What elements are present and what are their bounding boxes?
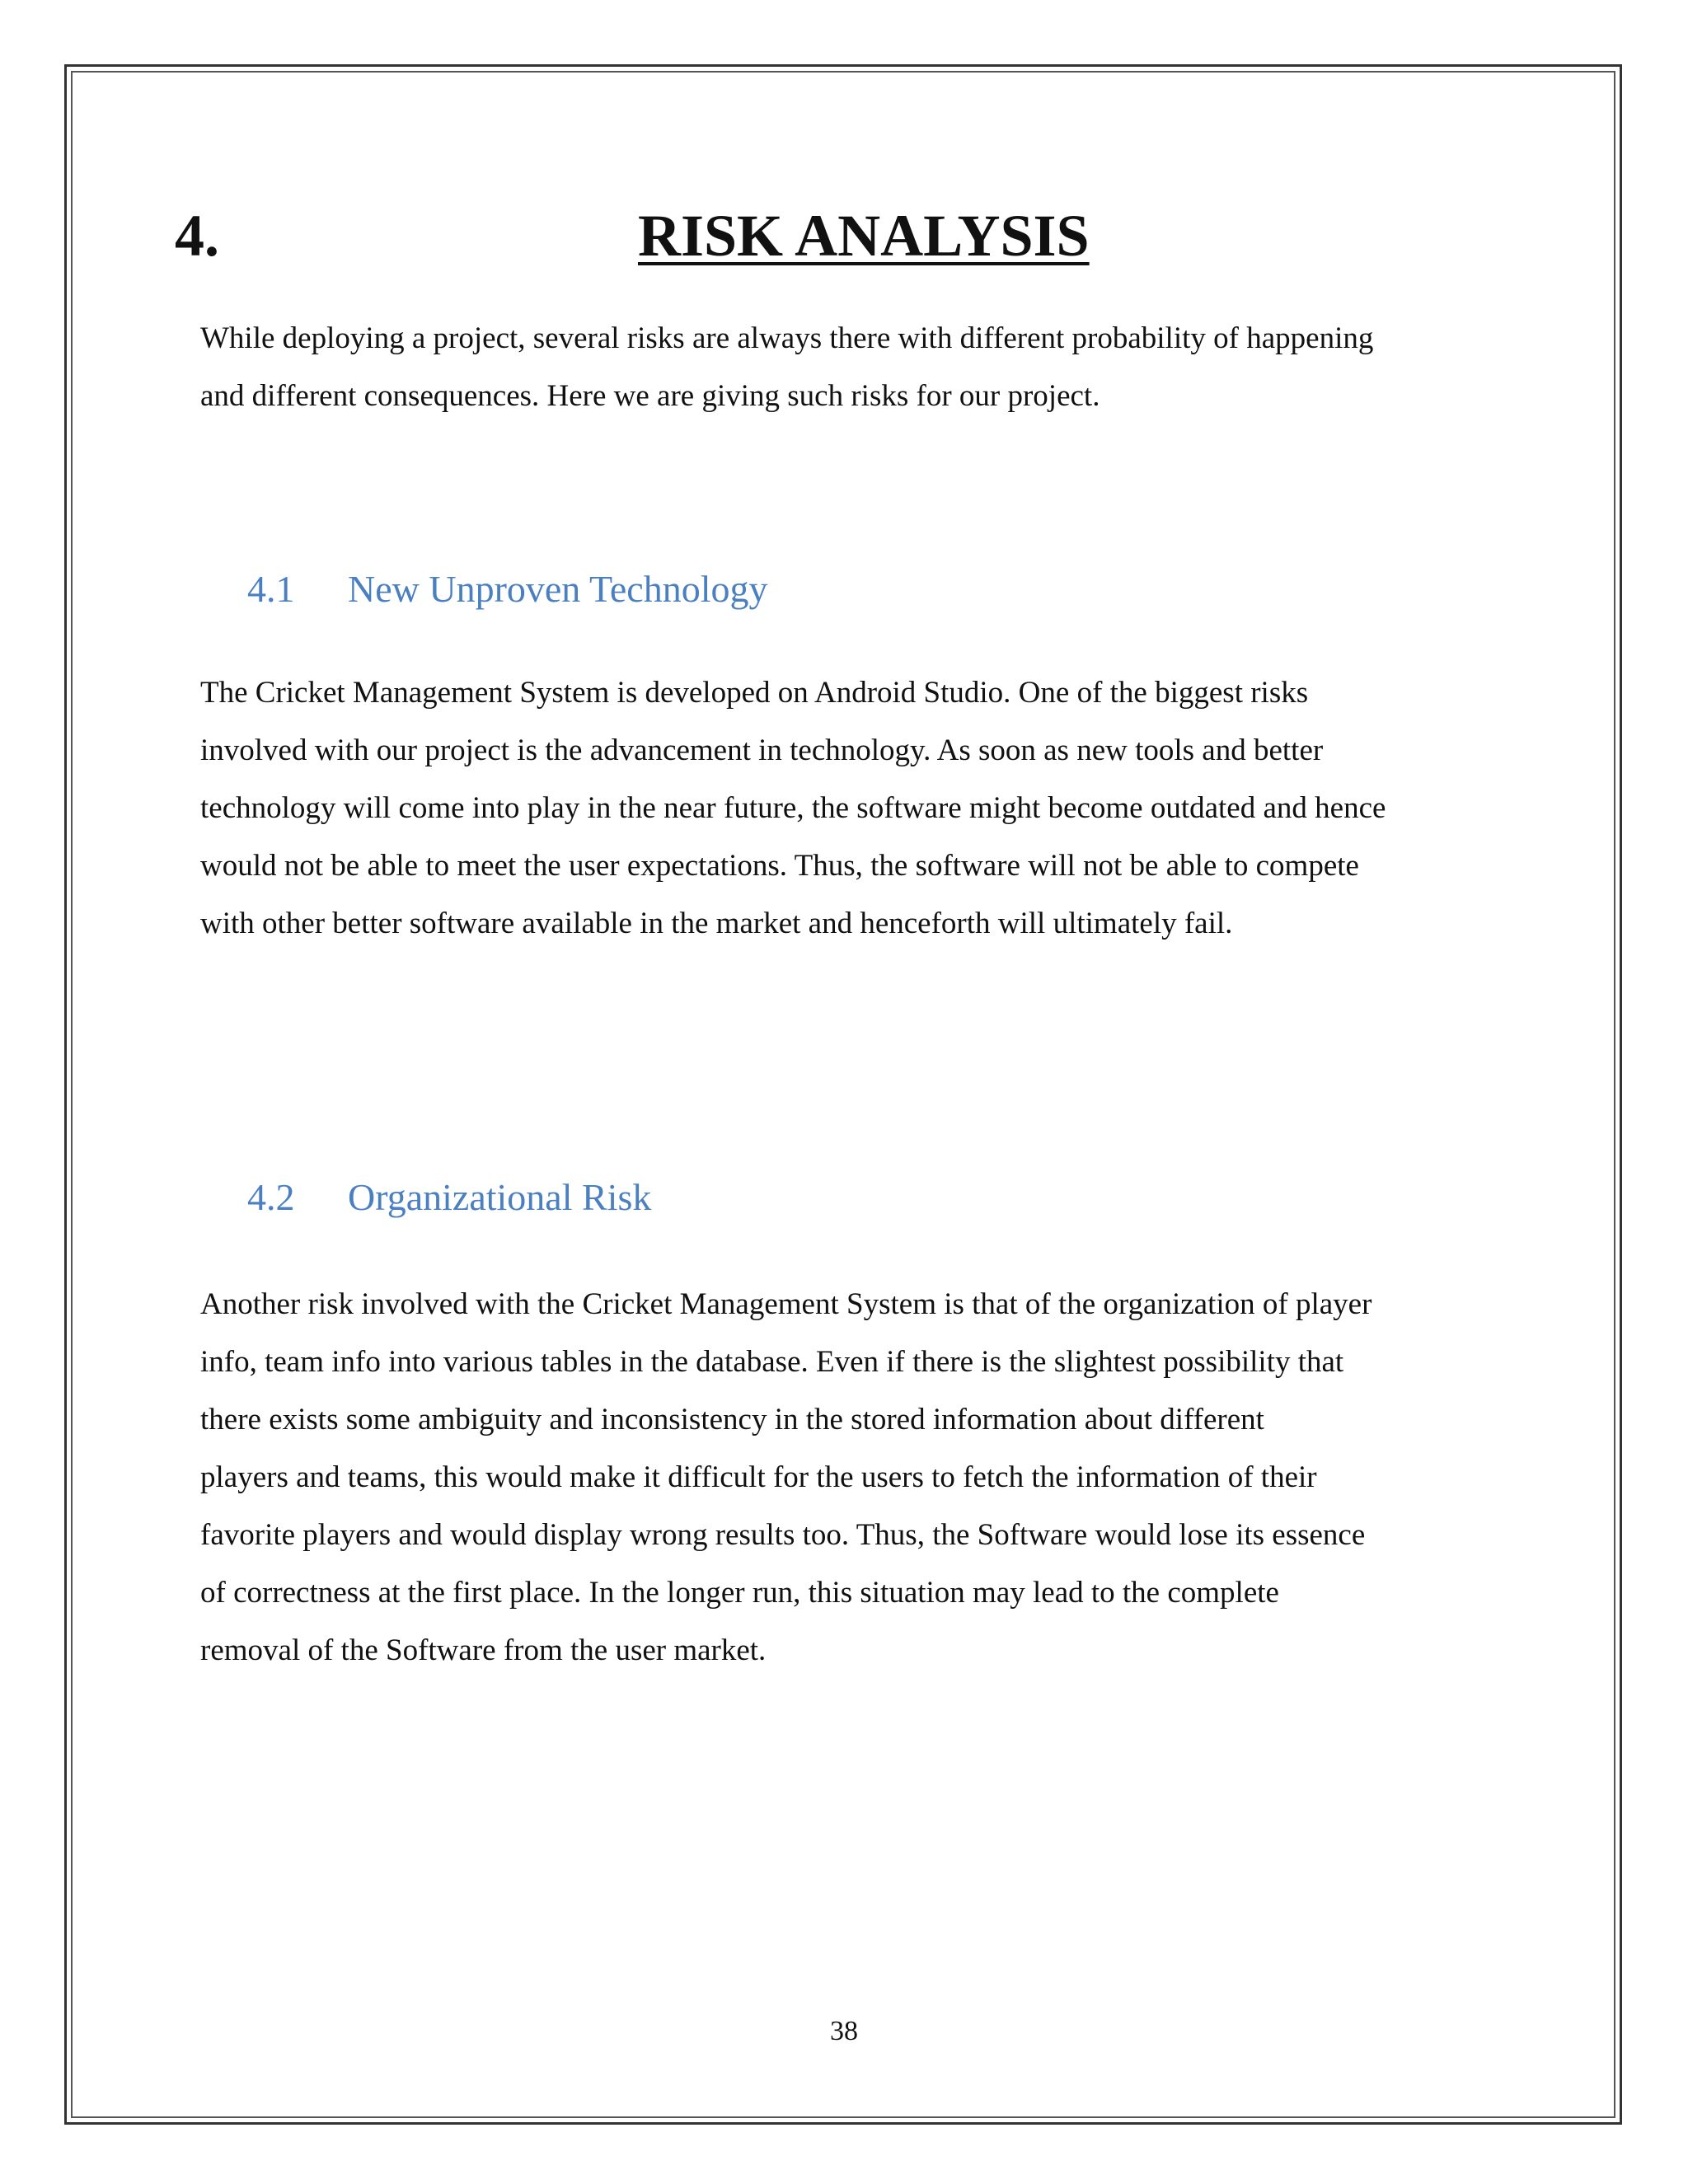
intro-paragraph [200, 310, 1519, 425]
paragraph-line: involved with our project is the advancement in technology. As soon as new tools and better [200, 733, 1324, 767]
paragraph-line: with other better software available in the market and henceforth will ultimately fail. [200, 907, 1233, 940]
paragraph-line: Another risk involved with the Cricket Management System is that of the organization of player [200, 1287, 1372, 1321]
section-heading-4-1 [247, 570, 767, 608]
paragraph-line: of correctness at the first place. In the longer run, this situation may lead to the complete [200, 1576, 1279, 1610]
paragraph-line: removal of the Software from the user market. [200, 1633, 767, 1667]
paragraph-line: players and teams, this would make it difficult for the users to fetch the information of their [200, 1460, 1317, 1494]
intro-line: and different consequences. Here we are giving such risks for our project. [200, 379, 1100, 413]
paragraph-line: favorite players and would display wrong results too. Thus, the Software would lose its essence [200, 1518, 1366, 1552]
paragraph-line: technology will come into play in the near future, the software might become outdated and hence [200, 791, 1386, 825]
page-number: 38 [830, 2016, 858, 2046]
intro-line: While deploying a project, several risks are always there with different probability of happening [200, 321, 1374, 355]
paragraph-line: info, team info into various tables in the database. Even if there is the slightest possibility that [200, 1345, 1344, 1379]
section-title: Organizational Risk [348, 1176, 652, 1218]
section-title: New Unproven Technology [348, 568, 768, 610]
section-number: 4.1 [247, 568, 295, 610]
section-number: 4.2 [247, 1176, 295, 1218]
section-4-1-paragraph [200, 664, 1519, 953]
chapter-number: 4. [175, 203, 219, 269]
paragraph-line: there exists some ambiguity and inconsistency in the stored information about different [200, 1403, 1264, 1436]
paragraph-line: The Cricket Management System is developed on Android Studio. One of the biggest risks [200, 676, 1309, 710]
chapter-title: RISK ANALYSIS [638, 203, 1090, 269]
section-4-2-paragraph [200, 1276, 1519, 1680]
paragraph-line: would not be able to meet the user expectations. Thus, the software will not be able to compete [200, 849, 1359, 883]
section-heading-4-2 [247, 1176, 652, 1218]
